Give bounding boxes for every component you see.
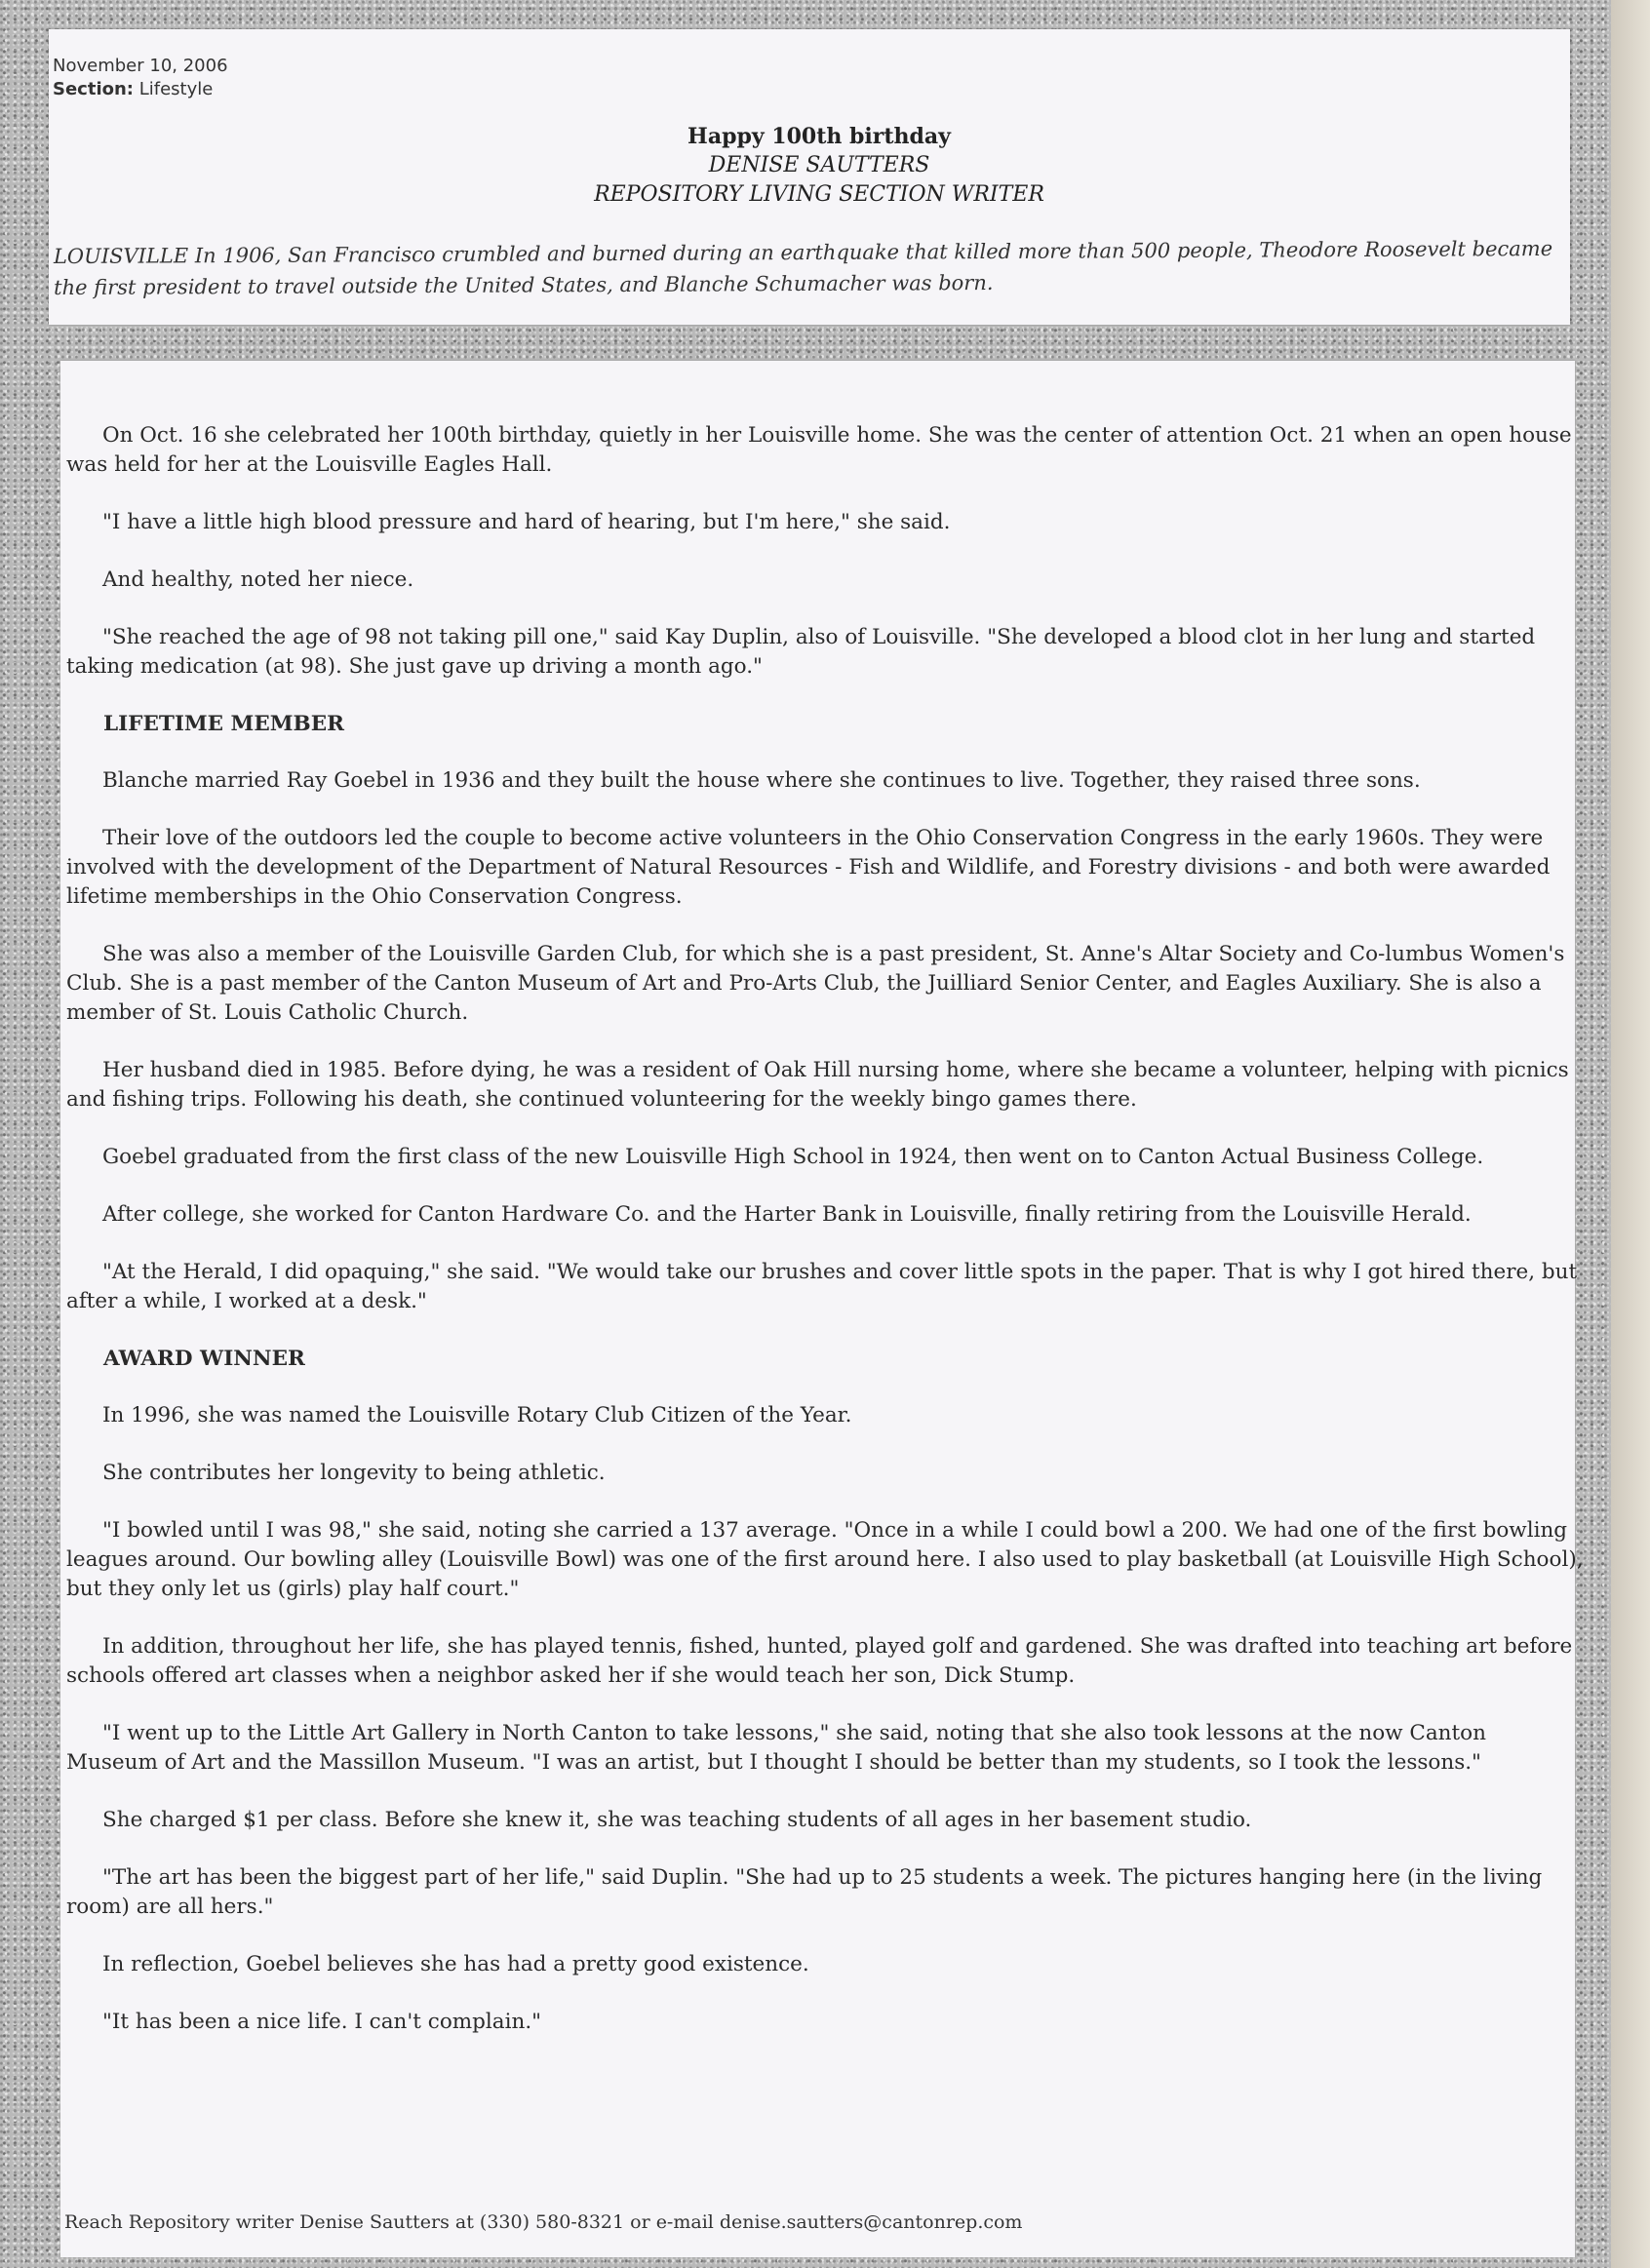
paragraph-14: "I bowled until I was 98," she said, noting she carried a 137 average. "Once in a while I could bowl a 200. We had one of the first bowling leagues around. Our bowling alley (Louisville Bowl) was one of the first around here. I also used to play basketball (at Louisville High School), but they only let us (girls) play half court."	[66, 1518, 1584, 1601]
paragraph-1: On Oct. 16 she celebrated her 100th birthday, quietly in her Louisville home. She was the center of attention Oct. 21 when an open house was held for her at the Louisville Eagles Hall.	[66, 423, 1572, 477]
subhead-lifetime-member: LIFETIME MEMBER	[103, 712, 344, 736]
article-body	[66, 421, 1584, 2065]
wall-edge	[1611, 0, 1650, 2268]
paragraph-18: "The art has been the biggest part of her life," said Duplin. "She had up to 25 students a week. The pictures hanging here (in the living room) are all hers."	[66, 1865, 1543, 1919]
paragraph-12: In 1996, she was named the Louisville Rotary Club Citizen of the Year.	[102, 1403, 852, 1427]
paragraph-8: Her husband died in 1985. Before dying, he was a resident of Oak Hill nursing home, where she became a volunteer, helping with picnics and fishing trips. Following his death, she continued volunteering for the weekly bingo games there.	[66, 1058, 1569, 1112]
paragraph-3: And healthy, noted her niece.	[102, 567, 414, 592]
paragraph-10: After college, she worked for Canton Hardware Co. and the Harter Bank in Louisville, finally retiring from the Louisville Herald.	[102, 1202, 1472, 1227]
author-title: REPOSITORY LIVING SECTION WRITER	[594, 182, 1044, 207]
headline: Happy 100th birthday	[688, 124, 951, 149]
paragraph-17: She charged $1 per class. Before she knew it, she was teaching students of all ages in her basement studio.	[102, 1808, 1252, 1832]
section-label: Section:	[53, 79, 134, 99]
paragraph-9: Goebel graduated from the first class of the new Louisville High School in 1924, then went on to Canton Actual Business College.	[102, 1145, 1484, 1169]
paragraph-13: She contributes her longevity to being athletic.	[102, 1461, 606, 1485]
section-value: Lifestyle	[138, 79, 214, 99]
article-meta	[53, 55, 228, 101]
paragraph-20: "It has been a nice life. I can't complain."	[102, 2010, 542, 2034]
lede-paragraph: LOUISVILLE In 1906, San Francisco crumbled and burned during an earthquake that killed more than 500 people, Theodore Roosevelt became the first president to travel outside the United States, and Blanche Schumacher was born.	[53, 236, 1553, 300]
paragraph-6: Their love of the outdoors led the couple to become active volunteers in the Ohio Conservation Congress in the early 1960s. They were involved with the development of the Department of Natural Resources - Fish and Wildlife, and Forestry divisions - and both were awarded lifetime memberships in the Ohio Conservation Congress.	[66, 826, 1551, 909]
paragraph-16: "I went up to the Little Art Gallery in North Canton to take lessons," she said, noting that she also took lessons at the now Canton Museum of Art and the Massillon Museum. "I was an artist, but I thought I should be better than my students, so I took the lessons."	[66, 1721, 1486, 1775]
contact-footer: Reach Repository writer Denise Sautters at (330) 580-8321 or e-mail denise.sautters@cantonrep.com	[64, 2211, 1023, 2233]
paragraph-2: "I have a little high blood pressure and hard of hearing, but I'm here," she said.	[102, 510, 951, 534]
headline-block	[527, 122, 1112, 210]
paragraph-19: In reflection, Goebel believes she has had a pretty good existence.	[102, 1952, 809, 1976]
section-line	[53, 78, 228, 101]
publication-date: November 10, 2006	[53, 56, 228, 76]
paragraph-15: In addition, throughout her life, she has played tennis, fished, hunted, played golf and gardened. She was drafted into teaching art before schools offered art classes when a neighbor asked her if she would teach her son, Dick Stump.	[66, 1634, 1573, 1688]
subhead-award-winner: AWARD WINNER	[103, 1347, 305, 1371]
paragraph-5: Blanche married Ray Goebel in 1936 and they built the house where she continues to live. Together, they raised three sons.	[102, 768, 1421, 793]
author-name: DENISE SAUTTERS	[708, 153, 930, 177]
paragraph-11: "At the Herald, I did opaquing," she said. "We would take our brushes and cover little spots in the paper. That is why I got hired there, but after a while, I worked at a desk."	[66, 1260, 1578, 1313]
paragraph-7: She was also a member of the Louisville Garden Club, for which she is a past president, St. Anne's Altar Society and Co-lumbus Women's Club. She is a past member of the Canton Museum of Art and Pro-Arts Club, the Juilliard Senior Center, and Eagles Auxiliary. She is also a member of St. Louis Catholic Church.	[66, 942, 1565, 1025]
paragraph-4: "She reached the age of 98 not taking pill one," said Kay Duplin, also of Louisville. "She developed a blood clot in her lung and started taking medication (at 98). She just gave up driving a month ago."	[66, 625, 1536, 679]
